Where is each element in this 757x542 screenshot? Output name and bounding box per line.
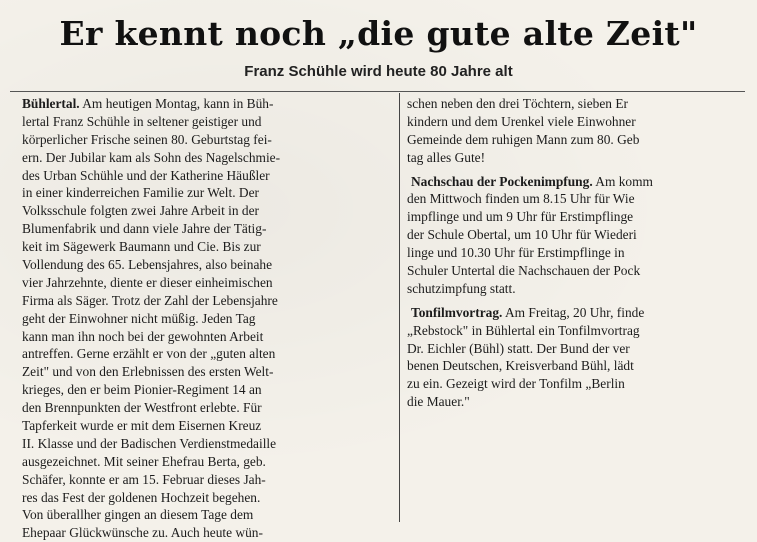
text-line: Nachschau der Pockenimpfung. Am komm [411, 173, 653, 189]
text-line: des Urban Schühle und der Katherine Häußler [22, 167, 270, 183]
headline: Er kennt noch „die gute alte Zeit" [59, 14, 698, 53]
text-line: ern. Der Jubilar kam als Sohn des Nagelschmie- [22, 149, 281, 165]
text-line: geht der Einwohner nicht müßig. Jeden Tag [22, 310, 256, 326]
text-line: Tonfilmvortrag. Am Freitag, 20 Uhr, finde [411, 304, 645, 320]
column-divider [399, 93, 400, 522]
text-line: die Mauer." [407, 394, 470, 410]
text-line: Dr. Eichler (Bühl) statt. Der Bund der ver [407, 340, 630, 356]
text-line: körperlicher Frische seinen 80. Geburtstag fei- [22, 131, 272, 147]
text-line: krieges, den er beim Pionier-Regiment 14 an [22, 382, 262, 398]
header-rule [10, 91, 745, 92]
text-line: schen neben den drei Töchtern, sieben Er [407, 96, 628, 111]
text-line: impflinge und um 9 Uhr für Erstimpflinge [407, 209, 634, 225]
text-line: Tapferkeit wurde er mit dem Eisernen Kreuz [22, 418, 262, 434]
item-heading: Tonfilmvortrag. [411, 304, 503, 320]
text-line: Bühlertal. Am heutigen Montag, kann in Büh- [22, 96, 274, 111]
text-line: antreffen. Gerne erzählt er von der „guten alten [22, 346, 276, 362]
text-line: Gemeinde dem ruhigen Mann zum 80. Geb [407, 131, 640, 147]
text-line: der Schule Obertal, um 10 Uhr für Wiederi [407, 227, 637, 243]
item-heading: Nachschau der Pockenimpfung. [411, 173, 593, 189]
text-line: schutzimpfung statt. [407, 280, 516, 296]
text-line: Zeit" und von den Erlebnissen des ersten Welt- [22, 364, 274, 380]
text-line: lertal Franz Schühle in seltener geistiger und [22, 113, 262, 129]
text-line: tag alles Gute! [407, 149, 486, 165]
text-line: Schäfer, konnte er am 15. Februar dieses Jah- [22, 471, 266, 487]
text-line: „Rebstock" in Bühlertal ein Tonfilmvortrag [407, 322, 640, 338]
text-line: benen Deutschen, Kreisverband Bühl, lädt [407, 358, 634, 374]
text-line: linge und 10.30 Uhr für Erstimpflinge in [407, 245, 625, 261]
text-line: Volksschule folgten zwei Jahre Arbeit in der [22, 203, 260, 219]
text-line: den Mittwoch finden um 8.15 Uhr für Wie [407, 191, 635, 207]
subheadline: Franz Schühle wird heute 80 Jahre alt [244, 63, 513, 80]
text-line: den Brennpunkten der Westfront erlebte. Für [22, 400, 262, 416]
text-line: Schuler Untertal die Nachschauen der Pock [407, 263, 641, 279]
text-line: II. Klasse und der Badischen Verdienstmedaille [22, 435, 277, 451]
text-line: kindern und dem Urenkel viele Einwohner [407, 113, 636, 129]
text-line: Vollendung des 65. Lebensjahres, also beinahe [22, 257, 273, 273]
text-line: zu ein. Gezeigt wird der Tonfilm „Berlin [407, 376, 625, 392]
text-line: kann man ihn noch bei der gewohnten Arbeit [22, 328, 264, 344]
text-line: res das Fest der goldenen Hochzeit begehen. [22, 489, 261, 505]
text-line: ausgezeichnet. Mit seiner Ehefrau Berta, geb. [22, 453, 266, 469]
text-line: keit im Sägewerk Baumann und Cie. Bis zur [22, 239, 261, 255]
text-line: Von überallher gingen an diesem Tage dem [22, 507, 254, 523]
text-line: vier Jahrzehnte, diente er dieser einheimischen [22, 274, 273, 290]
text-line: in einer kinderreichen Familie zur Welt. Der [22, 185, 260, 201]
text-line: Blumenfabrik und dann viele Jahre der Tätig- [22, 221, 267, 237]
right-column [407, 95, 757, 411]
left-column [22, 95, 392, 542]
dateline: Bühlertal. [22, 96, 80, 111]
text-line: Ehepaar Glückwünsche zu. Auch heute wün- [22, 525, 263, 541]
text-line: Firma als Säger. Trotz der Zahl der Lebensjahre [22, 292, 278, 308]
